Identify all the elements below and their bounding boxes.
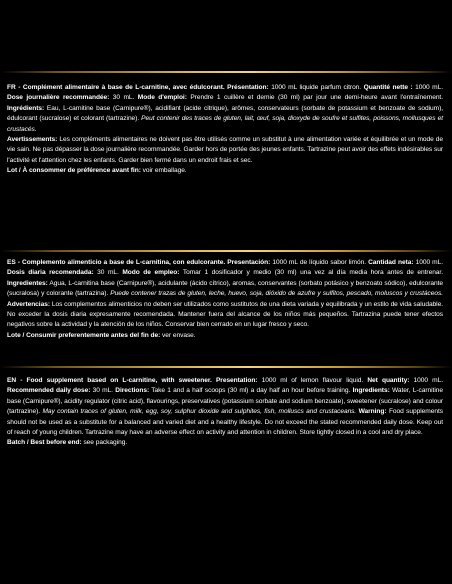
fr-batch-line: Lot / À consommer de préférence avant fin: voir emballage. [7,167,187,175]
fr-lang-code: FR [7,84,16,91]
gold-divider-middle-2 [0,366,452,368]
en-product-title: - Food supplement based on L-carnitine, with sweetener. Presentation: [16,377,258,384]
gold-divider-top [0,71,452,73]
es-main-paragraph: ES - Complemento alimenticio a base de L-carnitina, con edulcorante. Presentación: 1000 mL de líquido sabor limón. Cantidad neta: 1000 mL. Dosis diaria recomendada: 30 mL. Modo de empleo: Tomar 1 dosificador y medio (30 ml) una vez al día media hora antes de entrenar. Ingredientes: Agua, L-carnitina base (Carnipure®), acidulante (ácido cítrico), aromas, conservantes (sorbato potásico y benzoato sódico), edulcorante (sucralosa) y colorante (tartrazina). Puede contener trazas de gluten, leche, huevo, soja, dióxido de azufre y sulfitos, pescado, moluscos y crustáceos. Advertencias: Los complementos alimenticios no deben ser utilizados como sustitutos de una dieta variada y equilibrada y un estilo de vida saludable. No exceder la dosis diaria expresamente recomendada. Mantener fuera del alcance de los niños más pequeños. Tartrazina puede tener efectos negativos sobre la actividad y la atención de los niños. Conservar bien cerrado en un lugar fresco y seco. [7,259,444,329]
es-product-title: - Complemento alimenticio a base de L-carnitina, con edulcorante. Presentación: [15,259,271,266]
es-lang-code: ES [7,259,16,266]
fr-warnings-paragraph: Avertissements: Les compléments alimentaires ne doivent pas être utilisés comme un substitut à une alimentation variée et équilibrée et un mode de vie sain. Ne pas dépasser la dose journalière recommandée. Garder hors de portée des jeunes enfants. Tartrazine peut avoir des effets indésirables sur l'activité et l'attention chez les enfants. Garder bien fermé dans un endroit frais et sec. [7,136,443,164]
fr-main-paragraph: FR - Complément alimentaire à base de L-carnitine, avec édulcorant. Présentation: 1000 mL liquide parfum citron. Quantité nette : 1000 mL. Dose journalière recommandée: 30 mL. Mode d'emploi: Prendre 1 cuillère et demie (30 ml) par jour une demi-heure avant l'entraînement. Ingrédients: Eau, L-carnitine base (Carnipure®), acidifiant (acide citrique), arômes, conservateurs (sorbate de potassium et benzoate de sodium), édulcorant (sucralose) et colorant (tartrazine). Peut contenir des traces de gluten, lait, œuf, soja, dioxyde de soufre et sulfites, poissons, mollusques et crustacés. [7,84,443,133]
label-section-en [7,376,443,449]
en-batch-line: Batch / Best before end: see packaging. [7,439,128,447]
es-batch-line: Lote / Consumir preferentemente antes del fin de: ver envase. [7,331,196,339]
label-section-es [7,258,443,341]
en-lang-code: EN [7,377,17,384]
fr-product-title: - Complément alimentaire à base de L-carnitine, avec édulcorant. Présentation: [15,84,269,91]
en-main-paragraph: EN - Food supplement based on L-carnitine, with sweetener. Presentation: 1000 ml of lemon flavour liquid. Net quantity: 1000 mL. Recommended daily dose: 30 mL. Directions: Take 1 and a half scoops (30 ml) a day half an hour before training. Ingredients: Water, L-carnitine base (Carnipure®), acidity regulator (citric acid), flavourings, preservatives (potassium sorbate and sodium benzoate), sweetener (sucralose) and colour (tartrazine). May contain traces of gluten, milk, egg, soy, sulphur dioxide and sulphites, fish, molluscs and crustaceans. Warning: Food supplements should not be used as a substitute for a balanced and varied diet and a healthy lifestyle. Do not exceed the stated recommended daily dose. Keep out of reach of young children. Tartrazine may have an adverse effect on activity and attention in children. Store tightly closed in a cool and dry place. [7,377,444,437]
gold-divider-middle-1 [0,250,452,252]
label-section-fr [7,83,443,177]
